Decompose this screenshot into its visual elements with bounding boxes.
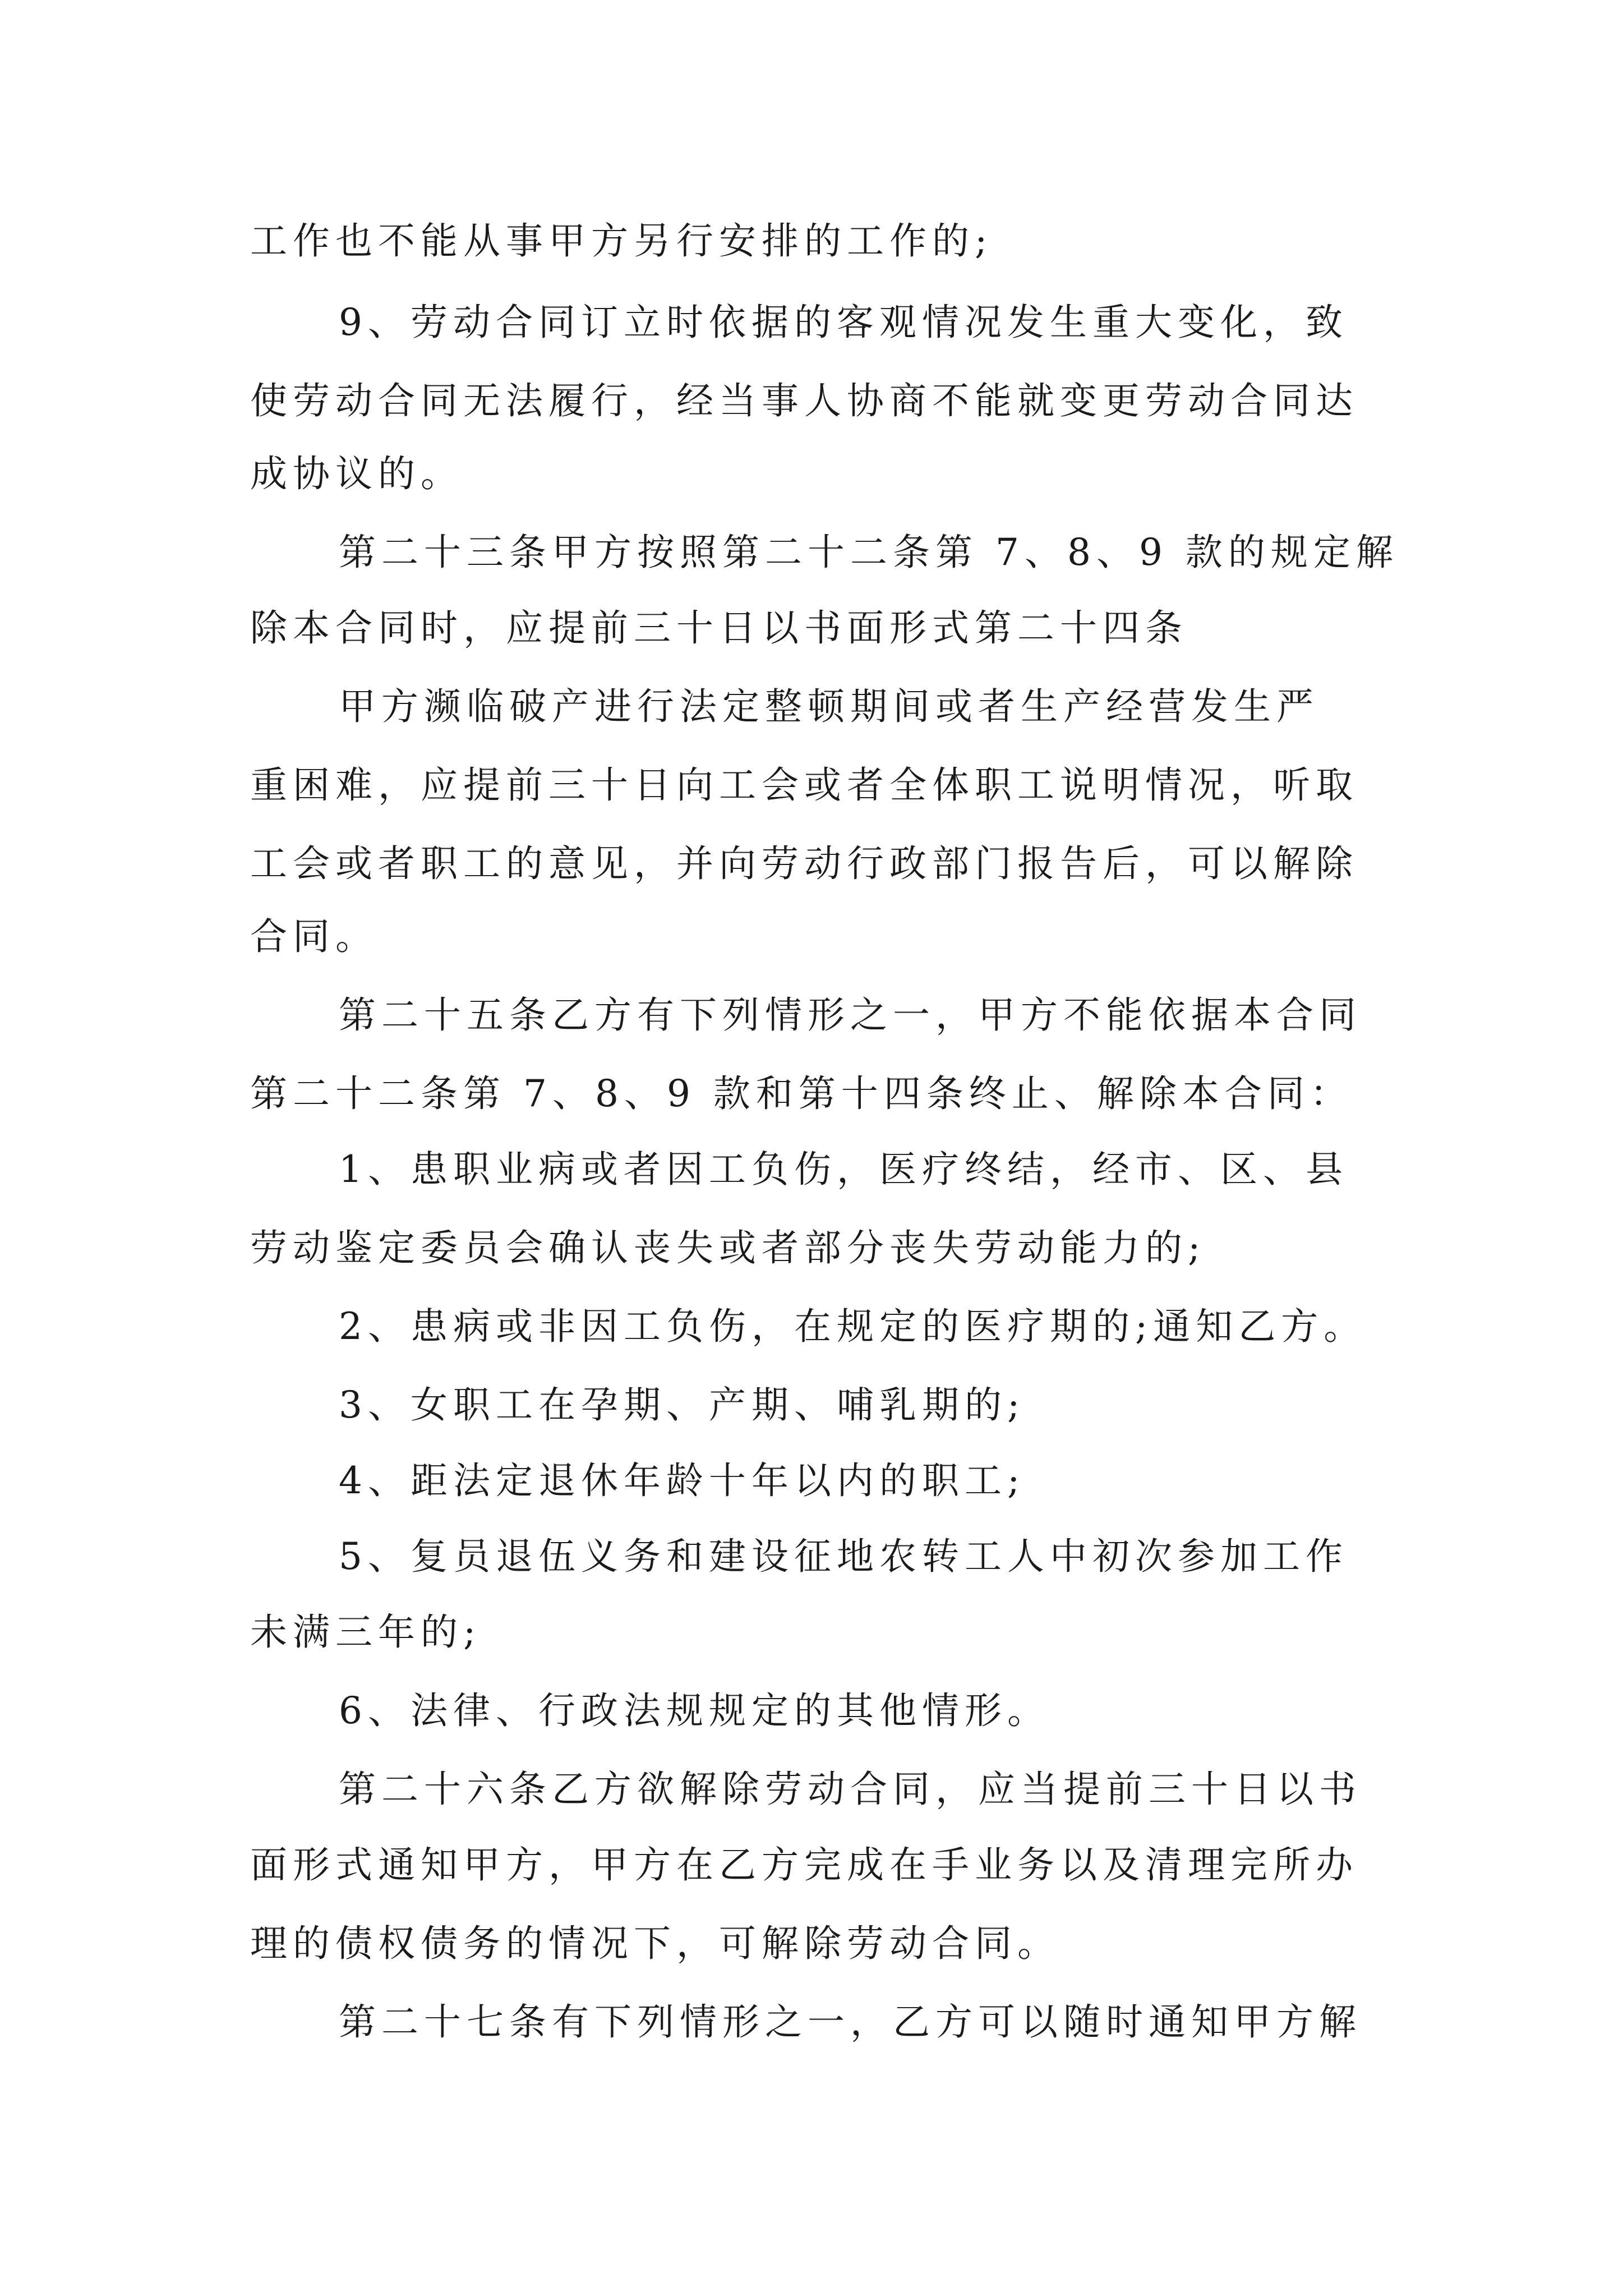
text-line: 6、法律、行政法规规定的其他情形。 — [339, 1689, 1050, 1732]
text-line: 重困难，应提前三十日向工会或者全体职工说明情况，听取 — [250, 763, 1358, 807]
text-line: 合同。 — [250, 915, 378, 958]
text-line: 劳动鉴定委员会确认丧失或者部分丧失劳动能力的; — [250, 1226, 1206, 1269]
text-line: 除本合同时，应提前三十日以书面形式第二十四条 — [250, 606, 1188, 650]
text-line: 第二十六条乙方欲解除劳动合同，应当提前三十日以书 — [339, 1768, 1362, 1811]
text-line: 2、患病或非因工负伤，在规定的医疗期的;通知乙方。 — [339, 1305, 1367, 1348]
text-line: 第二十七条有下列情形之一，乙方可以随时通知甲方解 — [339, 2000, 1362, 2044]
text-line: 第二十五条乙方有下列情形之一，甲方不能依据本合同 — [339, 993, 1362, 1037]
text-line: 成协议的。 — [250, 452, 463, 495]
text-line: 第二十二条第 7、8、9 款和第十四条终止、解除本合同： — [250, 1072, 1353, 1115]
text-line: 9、劳动合同订立时依据的客观情况发生重大变化，致 — [339, 301, 1348, 344]
text-line: 第二十三条甲方按照第二十二条第 7、8、9 款的规定解 — [339, 531, 1399, 574]
text-line: 3、女职工在孕期、产期、哺乳期的; — [339, 1383, 1026, 1427]
text-line: 工会或者职工的意见，并向劳动行政部门报告后，可以解除 — [250, 842, 1358, 885]
text-line: 甲方濒临破产进行法定整顿期间或者生产经营发生严 — [339, 685, 1319, 728]
text-line: 未满三年的; — [250, 1611, 482, 1654]
text-line: 理的债权债务的情况下，可解除劳动合同。 — [250, 1922, 1060, 1965]
text-line: 工作也不能从事甲方另行安排的工作的; — [250, 219, 993, 263]
text-line: 4、距法定退休年龄十年以内的职工; — [339, 1459, 1026, 1502]
text-line: 5、复员退伍义务和建设征地农转工人中初次参加工作 — [339, 1535, 1348, 1578]
text-line: 面形式通知甲方，甲方在乙方完成在手业务以及清理完所办 — [250, 1843, 1358, 1887]
text-line: 使劳动合同无法履行，经当事人协商不能就变更劳动合同达 — [250, 379, 1358, 422]
text-line: 1、患职业病或者因工负伤，医疗终结，经市、区、县 — [339, 1148, 1348, 1191]
